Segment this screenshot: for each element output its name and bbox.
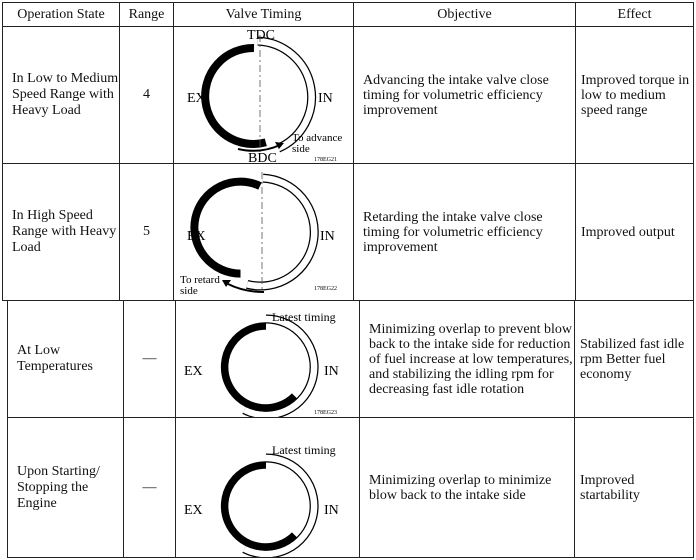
latest-timing-label: Latest timing (272, 310, 336, 324)
arrow-label: To advance side (292, 132, 343, 155)
objective-cell: Retarding the intake valve close timing for volumetric efficiency improvement (354, 164, 576, 301)
valve-timing-cell (174, 27, 354, 164)
intake-valve-arc (247, 178, 314, 286)
table-row (3, 27, 694, 164)
figure-code: 178EG23 (314, 410, 337, 416)
figure-code: 178EG22 (314, 286, 337, 292)
range-cell: — (124, 418, 176, 558)
operation-state-cell: Upon Starting/ Stopping the Engine (8, 418, 124, 558)
range-cell: 4 (120, 27, 174, 164)
tdc-label: TDC (247, 28, 275, 43)
in-label: IN (320, 229, 335, 244)
objective-cell: Minimizing overlap to minimize blow back to the intake side (360, 418, 575, 558)
effect-cell: Improved startability (575, 418, 694, 558)
header-objective: Objective (354, 3, 576, 27)
range-cell: — (124, 301, 176, 418)
exhaust-valve-arc (225, 465, 295, 547)
in-label: IN (324, 364, 339, 379)
effect-cell: Improved torque in low to medium speed range (576, 27, 694, 164)
valve-timing-diagram (174, 27, 354, 163)
exhaust-valve-arc (194, 182, 260, 274)
operation-state-cell: At Low Temperatures (8, 301, 124, 418)
in-label: IN (324, 503, 339, 518)
figure-code: 178EG21 (314, 157, 337, 163)
table-header-row (3, 3, 694, 27)
valve-timing-table-lower (7, 300, 694, 558)
intake-valve-arc (244, 458, 314, 554)
table-row (3, 164, 694, 301)
header-valve-timing: Valve Timing (174, 3, 354, 27)
exhaust-valve-arc (225, 326, 295, 408)
ex-label: EX (184, 503, 203, 518)
valve-timing-table-upper (2, 2, 694, 301)
bdc-label: BDC (248, 151, 277, 163)
valve-timing-diagram (174, 164, 354, 300)
table-row (8, 301, 694, 418)
valve-timing-cell (176, 301, 360, 418)
ex-label: EX (187, 91, 206, 106)
operation-state-cell: In Low to Medium Speed Range with Heavy Load (3, 27, 120, 164)
valve-timing-diagram (176, 301, 360, 417)
effect-cell: Improved output (576, 164, 694, 301)
objective-cell: Minimizing overlap to prevent blow back to the intake side for reduction of fuel increase at low temperatures, and stabilizing the idling rpm for decreasing fast idle rotation (360, 301, 575, 418)
arrow-label: To retard side (180, 274, 220, 297)
valve-timing-diagram (176, 418, 360, 557)
ex-label: EX (187, 229, 206, 244)
range-cell: 5 (120, 164, 174, 301)
latest-timing-label: Latest timing (272, 443, 336, 457)
header-range: Range (120, 3, 174, 27)
header-effect: Effect (576, 3, 694, 27)
header-operation-state: Operation State (3, 3, 120, 27)
table-row (8, 418, 694, 558)
valve-timing-cell (176, 418, 360, 558)
operation-state-cell: In High Speed Range with Heavy Load (3, 164, 120, 301)
in-label: IN (318, 91, 333, 106)
valve-timing-cell (174, 164, 354, 301)
intake-valve-arc (244, 319, 314, 415)
ex-label: EX (184, 364, 203, 379)
exhaust-valve-arc (205, 48, 266, 144)
objective-cell: Advancing the intake valve close timing for volumetric efficiency improvement (354, 27, 576, 164)
effect-cell: Stabilized fast idle rpm Better fuel economy (575, 301, 694, 418)
